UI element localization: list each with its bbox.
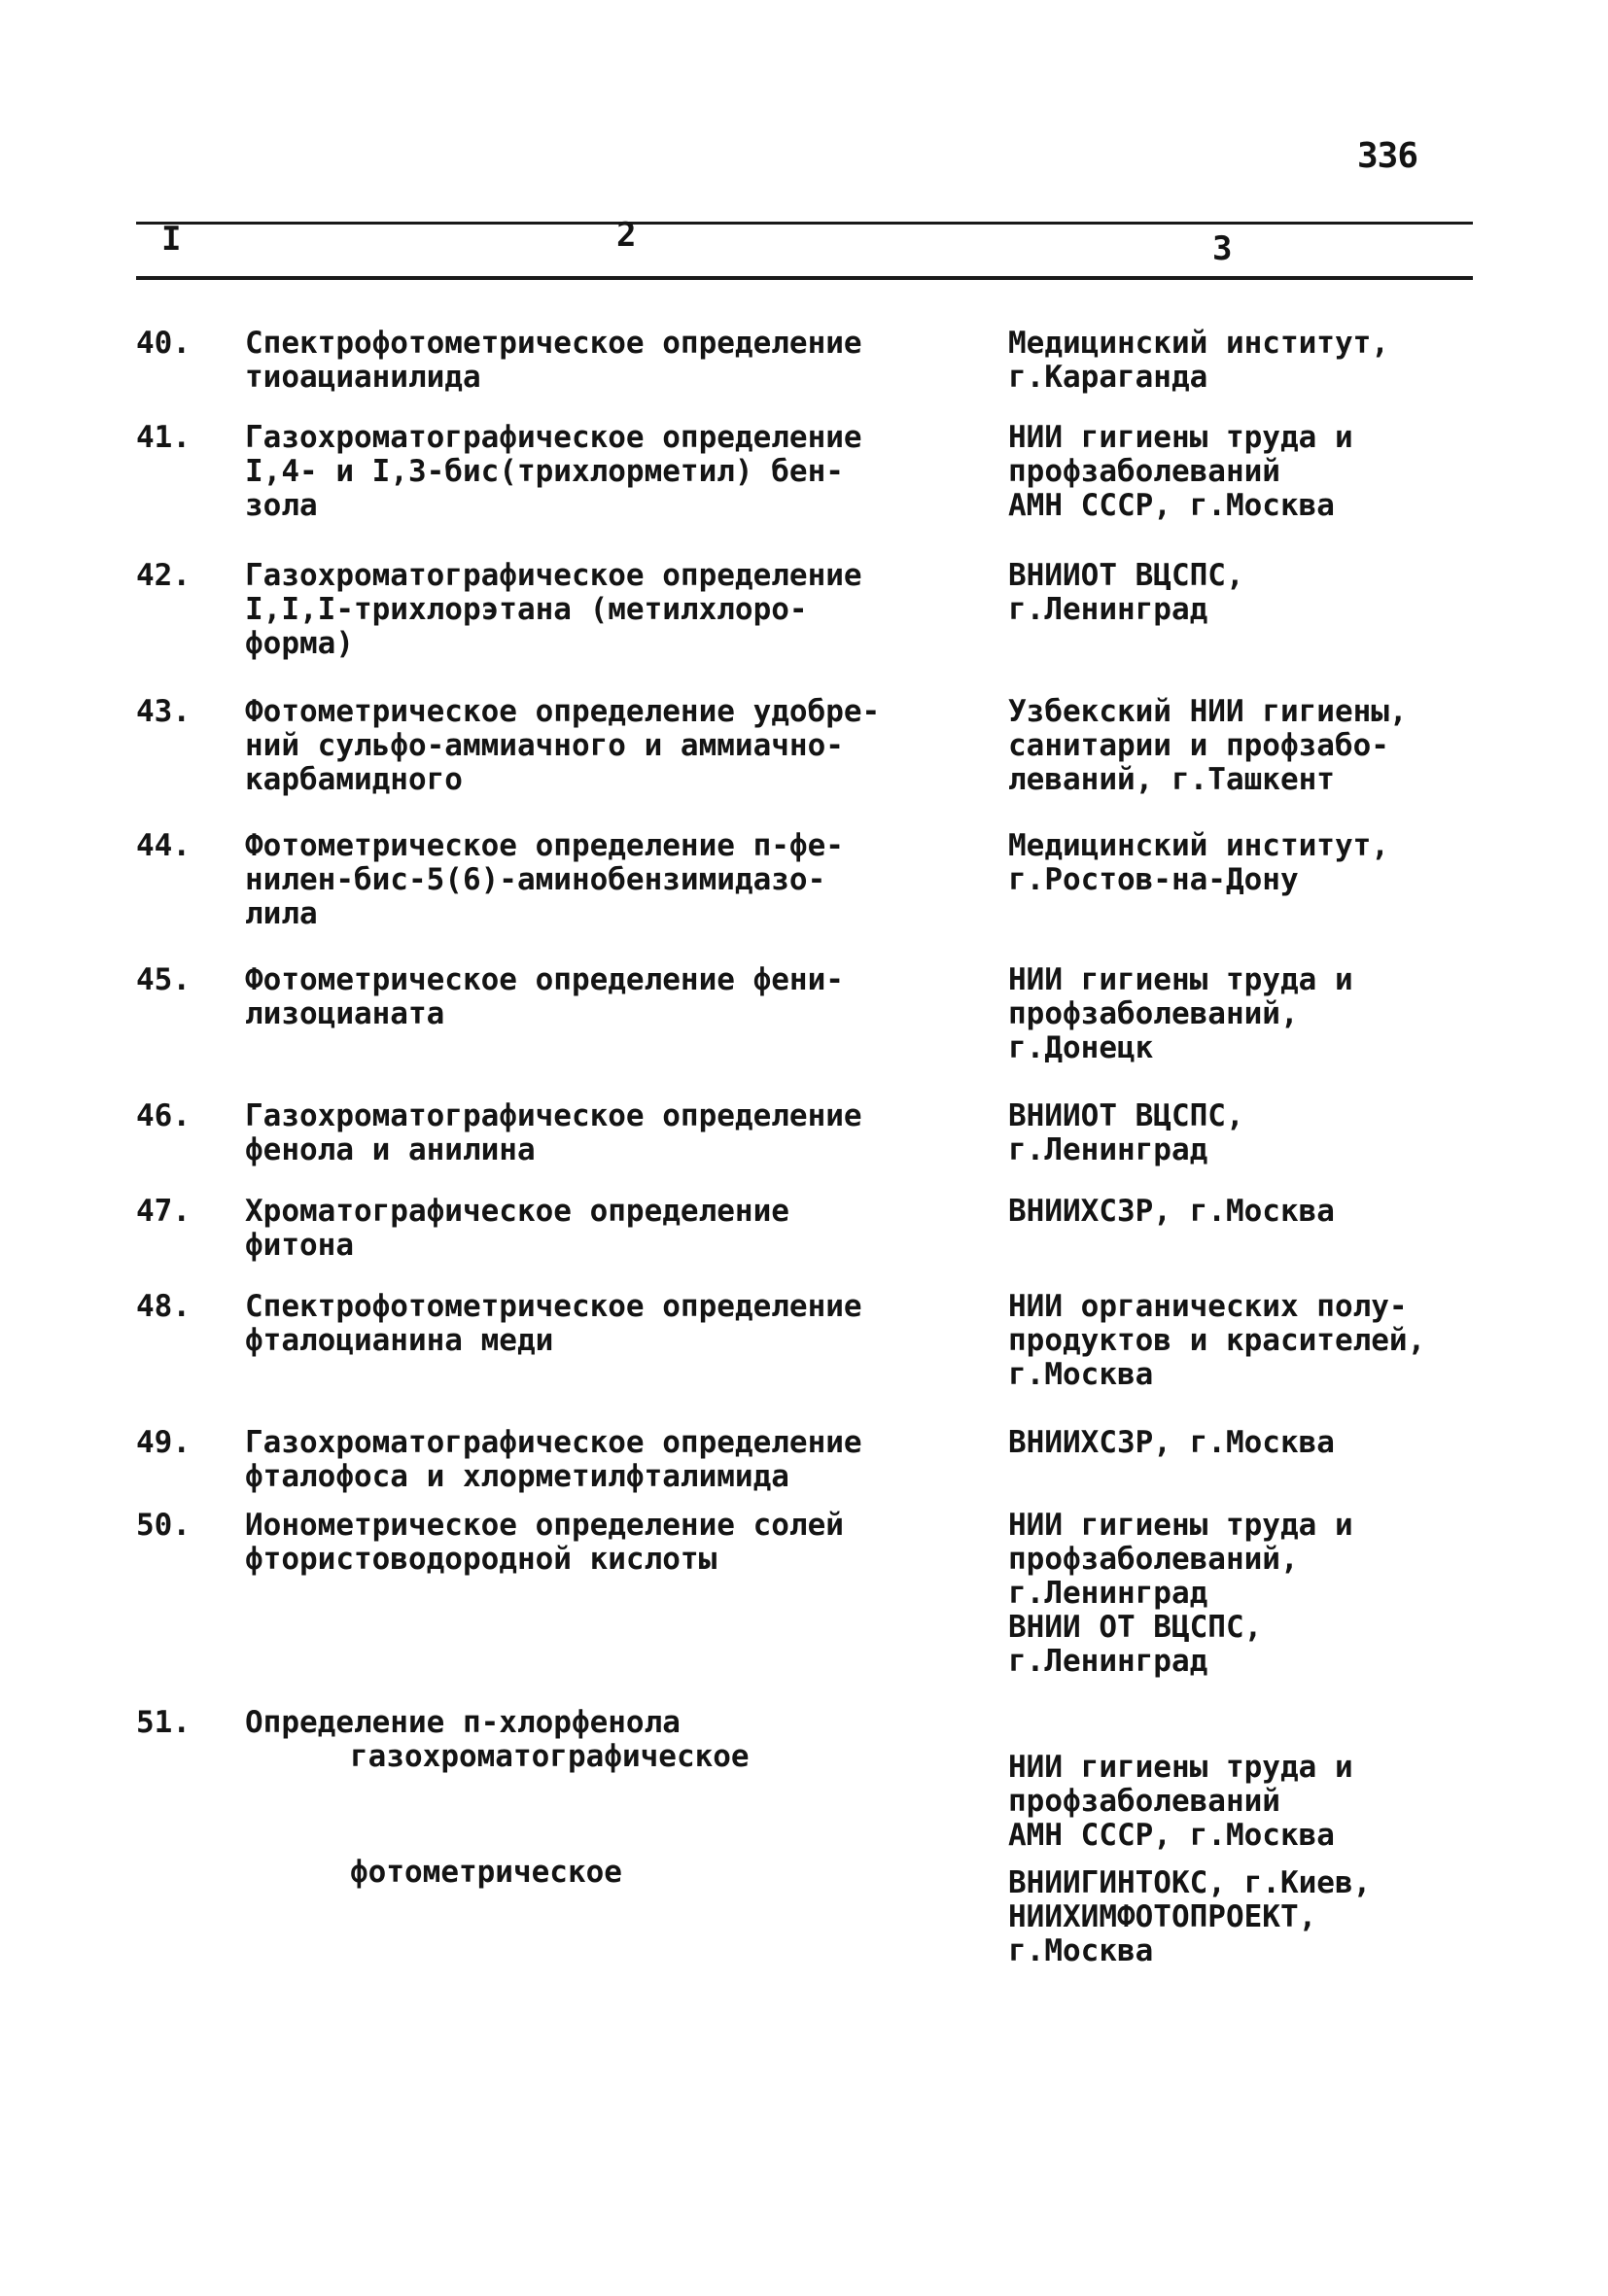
subject-line: фталофоса и хлорметилфталимида [245, 1459, 789, 1494]
subject-line: лила [245, 896, 318, 931]
list-item [0, 1426, 1608, 1509]
entry-subject [245, 1099, 984, 1167]
entry-institution [1008, 559, 1494, 627]
list-item [0, 1509, 1608, 1706]
institution-line: г.Ростов-на-Дону [1008, 862, 1299, 897]
institution-line: ВНИИХСЗР, г.Москва [1008, 1425, 1335, 1460]
entry-number: 48. [136, 1289, 191, 1324]
institution-line: г.Москва [1008, 1933, 1154, 1968]
institution-line: санитарии и профзабо- [1008, 728, 1389, 763]
entry-institution [1008, 1290, 1494, 1392]
institution-line: г.Ленинград [1008, 592, 1208, 627]
subject-line: лизоцианата [245, 996, 445, 1031]
institution-line: НИИ гигиены труда и [1008, 420, 1353, 455]
list-item [0, 559, 1608, 695]
sub-method-label: фотометрическое [350, 1855, 622, 1890]
entry-number: 42. [136, 558, 191, 593]
subject-line: ний сульфо-аммиачного и аммиачно- [245, 728, 844, 763]
subject-line: Спектрофотометрическое определение [245, 1289, 862, 1324]
entry-institution [1008, 1195, 1494, 1229]
table-header-rule [136, 276, 1473, 280]
institution-line: г.Караганда [1008, 360, 1208, 395]
entry-institution [1008, 1751, 1494, 1968]
entry-number: 44. [136, 828, 191, 863]
institution-line: НИИ гигиены труда и [1008, 1508, 1353, 1543]
entry-institution [1008, 963, 1494, 1065]
subject-line: I,I,I-трихлорэтана (метилхлоро- [245, 592, 808, 627]
entry-subject [245, 559, 984, 661]
institution-line: АМН СССР, г.Москва [1008, 1818, 1335, 1853]
institution-line: ВНИИ ОТ ВЦСПС, [1008, 1610, 1263, 1645]
institution-line: Медицинский институт, [1008, 828, 1389, 863]
entry-subject [245, 695, 984, 797]
subject-line: Газохроматографическое определение [245, 1425, 862, 1460]
entry-subject [245, 421, 984, 523]
institution-line: профзаболеваний, [1008, 1542, 1299, 1577]
entry-subject [245, 1426, 984, 1494]
entry-institution [1008, 421, 1494, 523]
table-top-rule [136, 222, 1473, 225]
institution-line: ВНИИХСЗР, г.Москва [1008, 1194, 1335, 1229]
institution-line: профзаболеваний [1008, 1784, 1280, 1819]
entry-institution [1008, 1509, 1494, 1679]
entry-number: 46. [136, 1098, 191, 1133]
list-item [0, 829, 1608, 963]
subject-line: фтористоводородной кислоты [245, 1542, 717, 1577]
institution-line: ВНИИГИНТОКС, г.Киев, [1008, 1865, 1372, 1900]
institution-line: г.Ленинград [1008, 1132, 1208, 1167]
subject-line: Газохроматографическое определение [245, 420, 862, 455]
subject-line: Определение п-хлорфенола [245, 1705, 681, 1740]
subject-line: Газохроматографическое определение [245, 558, 862, 593]
institution-line: ВНИИОТ ВЦСПС, [1008, 558, 1244, 593]
subject-line: форма) [245, 626, 354, 661]
institution-line: НИИХИМФОТОПРОЕКТ, [1008, 1899, 1317, 1934]
institution-line: Узбекский НИИ гигиены, [1008, 694, 1408, 729]
entry-list [0, 326, 1608, 1968]
subject-line: Хроматографическое определение [245, 1194, 789, 1229]
subject-line: Ионометрическое определение солей [245, 1508, 844, 1543]
institution-line: г.Донецк [1008, 1030, 1154, 1065]
list-item [0, 1099, 1608, 1195]
list-item [0, 1705, 1608, 1968]
entry-subject [245, 829, 984, 931]
entry-number: 43. [136, 694, 191, 729]
institution-line: профзаболеваний, [1008, 996, 1299, 1031]
entry-institution [1008, 327, 1494, 395]
institution-line: АМН СССР, г.Москва [1008, 488, 1335, 523]
sub-method-label: газохроматографическое [350, 1739, 750, 1774]
entry-subject [245, 1509, 984, 1577]
list-item [0, 695, 1608, 829]
subject-line: I,4- и I,3-бис(трихлорметил) бен- [245, 454, 844, 489]
subject-line: зола [245, 488, 318, 523]
column-header-2: 2 [616, 216, 637, 255]
list-item [0, 327, 1608, 421]
institution-line: продуктов и красителей, [1008, 1323, 1426, 1358]
subject-line: Спектрофотометрическое определение [245, 326, 862, 361]
institution-line: Медицинский институт, [1008, 326, 1389, 361]
institution-line: профзаболеваний [1008, 454, 1280, 489]
entry-number: 47. [136, 1194, 191, 1229]
list-item [0, 1290, 1608, 1426]
subject-line: Фотометрическое определение п-фе- [245, 828, 844, 863]
subject-line: фитона [245, 1228, 354, 1263]
institution-line: г.Москва [1008, 1357, 1154, 1392]
institution-line: НИИ гигиены труда и [1008, 962, 1353, 997]
list-item [0, 421, 1608, 559]
column-header-1: I [161, 220, 182, 259]
entry-number: 45. [136, 962, 191, 997]
subject-line: фталоцианина меди [245, 1323, 554, 1358]
subject-line: карбамидного [245, 762, 463, 797]
entry-number: 41. [136, 420, 191, 455]
subject-line: Фотометрическое определение фени- [245, 962, 844, 997]
entry-number: 40. [136, 326, 191, 361]
subject-line: Фотометрическое определение удобре- [245, 694, 881, 729]
subject-line: фенола и анилина [245, 1132, 536, 1167]
entry-subject [245, 1706, 984, 1890]
institution-line: г.Ленинград [1008, 1576, 1208, 1611]
entry-institution [1008, 695, 1494, 797]
subject-line: тиоацианилида [245, 360, 481, 395]
list-item [0, 1195, 1608, 1290]
institution-line: НИИ органических полу- [1008, 1289, 1408, 1324]
entry-number: 49. [136, 1425, 191, 1460]
entry-institution [1008, 829, 1494, 897]
entry-number: 50. [136, 1508, 191, 1543]
entry-institution [1008, 1099, 1494, 1167]
entry-institution [1008, 1426, 1494, 1460]
column-header-3: 3 [1212, 229, 1233, 268]
entry-subject [245, 327, 984, 395]
page-number: 336 [1357, 136, 1418, 176]
entry-number: 51. [136, 1705, 191, 1740]
subject-line: Газохроматографическое определение [245, 1098, 862, 1133]
subject-line: нилен-бис-5(6)-аминобензимидазо- [245, 862, 826, 897]
institution-line: ВНИИОТ ВЦСПС, [1008, 1098, 1244, 1133]
entry-subject [245, 1290, 984, 1358]
entry-subject [245, 1195, 984, 1263]
institution-line: г.Ленинград [1008, 1644, 1208, 1679]
entry-subject [245, 963, 984, 1031]
institution-line: леваний, г.Ташкент [1008, 762, 1335, 797]
institution-line: НИИ гигиены труда и [1008, 1750, 1353, 1785]
list-item [0, 963, 1608, 1099]
